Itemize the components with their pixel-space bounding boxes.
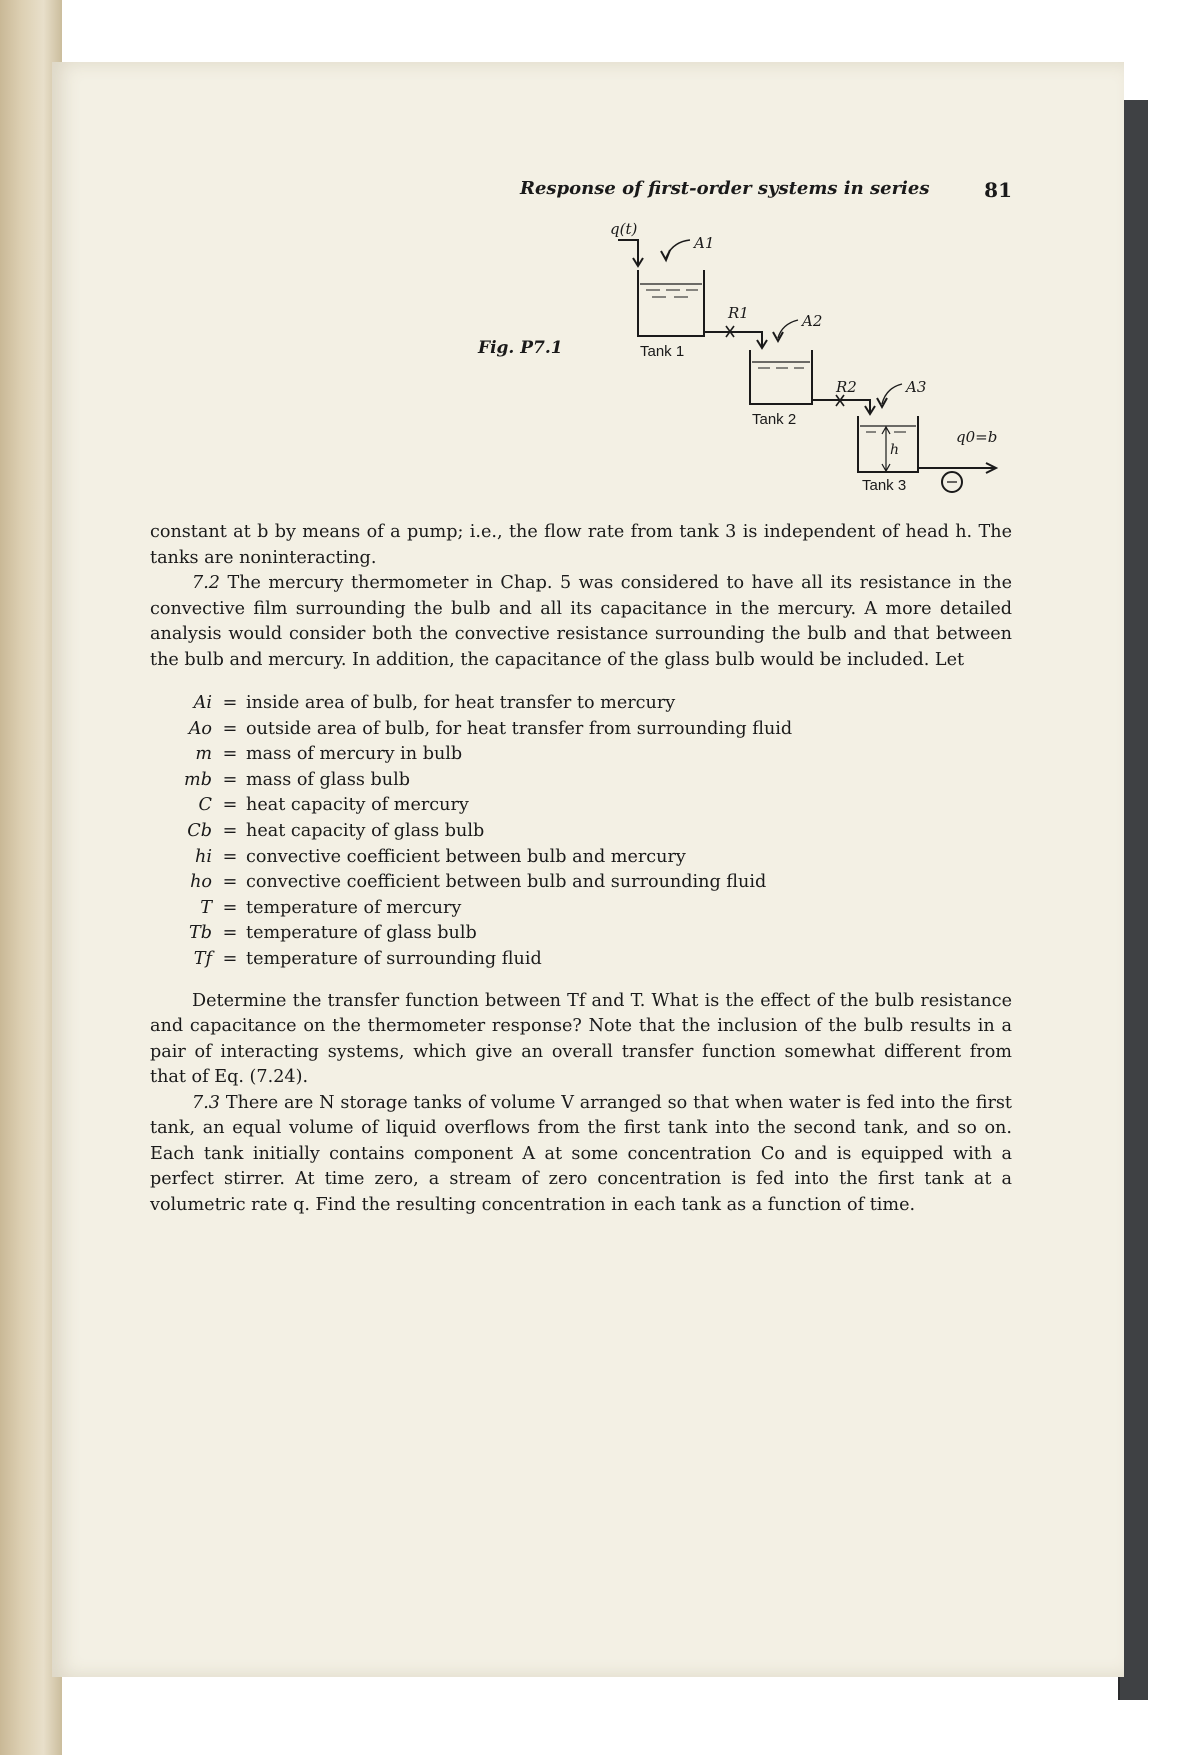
definition-symbol: Cb <box>187 820 212 841</box>
definition-row: C = heat capacity of mercury <box>150 793 1012 819</box>
definition-symbol: Tb <box>189 923 212 944</box>
definition-text: inside area of bulb, for heat transfer to mercury <box>246 693 676 713</box>
definition-text: temperature of surrounding fluid <box>246 948 542 969</box>
definition-text: temperature of mercury <box>246 897 462 918</box>
paragraph-1: constant at b by means of a pump; i.e., the flow rate from tank 3 is independent of head h. The tanks are noninteracting. <box>150 522 1012 568</box>
running-header <box>520 178 1012 204</box>
h-label: h <box>890 442 900 458</box>
definition-text: convective coefficient between bulb and mercury <box>246 846 686 867</box>
definition-row: m = mass of mercury in bulb <box>150 742 1012 768</box>
definition-row: Ao = outside area of bulb, for heat transfer from surrounding fluid <box>150 717 1012 743</box>
problem-number-7-3: 7.3 <box>192 1092 220 1113</box>
definition-symbol: hi <box>195 846 212 867</box>
definition-row: Cb = heat capacity of glass bulb <box>150 819 1012 845</box>
inflow-label: q(t) <box>610 220 638 238</box>
definition-list <box>150 691 1012 973</box>
definition-symbol: T <box>200 897 212 918</box>
figure-caption: Fig. P7.1 <box>478 338 563 358</box>
paragraph-7-2-text: The mercury thermometer in Chap. 5 was considered to have all its resistance in the convective film surrounding the bulb and all its capacitance in the mercury. A more detailed analysis would consider both the convective resistance surrounding the bulb and that between the bulb and mercury. In addition, the capacitance of the glass bulb would be included. Let <box>150 573 1012 670</box>
paragraph-7-2 <box>150 571 1012 673</box>
tank-2-label: Tank 2 <box>752 411 797 428</box>
a1-label: A1 <box>694 234 715 252</box>
definition-symbol: mb <box>184 769 212 790</box>
tank-1 <box>638 270 704 336</box>
definition-text: convective coefficient between bulb and surrounding fluid <box>246 872 767 893</box>
a3-label: A3 <box>906 378 927 396</box>
page-body <box>150 520 1012 1218</box>
header-title: Response of first-order systems in series <box>520 178 930 199</box>
definition-row: Ai = inside area of bulb, for heat transfer to mercury <box>150 691 1012 717</box>
definition-row: mb = mass of glass bulb <box>150 768 1012 794</box>
tank-3 <box>858 416 918 472</box>
a2-label: A2 <box>802 312 823 330</box>
paragraph-7-3 <box>150 1091 1012 1219</box>
definition-row: Tf = temperature of surrounding fluid <box>150 947 1012 973</box>
paragraph-7-3-text: There are N storage tanks of volume V arranged so that when water is fed into the first tank, an equal volume of liquid overflows from the first tank into the second tank, and so on. Each tank initially contains component A at some concentration Co and is equipped with a perfect stirrer. At time zero, a stream of zero concentration is fed into the first tank at a volumetric rate q. Find the resulting concentration in each tank as a function of time. <box>150 1092 1012 1215</box>
definition-text: heat capacity of mercury <box>246 795 469 816</box>
definition-row: Tb = temperature of glass bulb <box>150 921 1012 947</box>
problem-number-7-2: 7.2 <box>192 573 220 593</box>
definition-symbol: C <box>198 795 212 816</box>
definition-symbol: ho <box>190 872 212 893</box>
tank-3-label: Tank 3 <box>862 477 907 494</box>
definition-row: T = temperature of mercury <box>150 896 1012 922</box>
tank-diagram <box>600 220 1020 510</box>
definition-text: mass of mercury in bulb <box>246 744 463 765</box>
r1-pipe <box>704 332 762 346</box>
definition-text: mass of glass bulb <box>246 769 411 790</box>
definition-text: outside area of bulb, for heat transfer from surrounding fluid <box>246 718 793 739</box>
r2-label: R2 <box>836 378 857 396</box>
outflow-label: q0=b <box>956 428 998 446</box>
definition-text: temperature of glass bulb <box>246 923 477 944</box>
paragraph-3: Determine the transfer function between Tf and T. What is the effect of the bulb resistance and capacitance on the thermometer response? Note that the inclusion of the bulb results in a pair of interacting systems, which give an overall transfer function somewhat different from that of Eq. (7.24). <box>150 990 1012 1088</box>
page-number: 81 <box>984 178 1012 202</box>
definition-row: hi = convective coefficient between bulb and mercury <box>150 845 1012 871</box>
tank-1-label: Tank 1 <box>640 343 685 360</box>
definition-symbol: Tf <box>193 948 212 969</box>
definition-symbol: Ai <box>193 693 212 713</box>
tank-2 <box>750 350 812 404</box>
definition-text: heat capacity of glass bulb <box>246 820 485 841</box>
definition-symbol: m <box>195 744 212 765</box>
definition-symbol: Ao <box>188 718 212 739</box>
definition-row: ho = convective coefficient between bulb and surrounding fluid <box>150 870 1012 896</box>
r1-label: R1 <box>728 304 749 322</box>
